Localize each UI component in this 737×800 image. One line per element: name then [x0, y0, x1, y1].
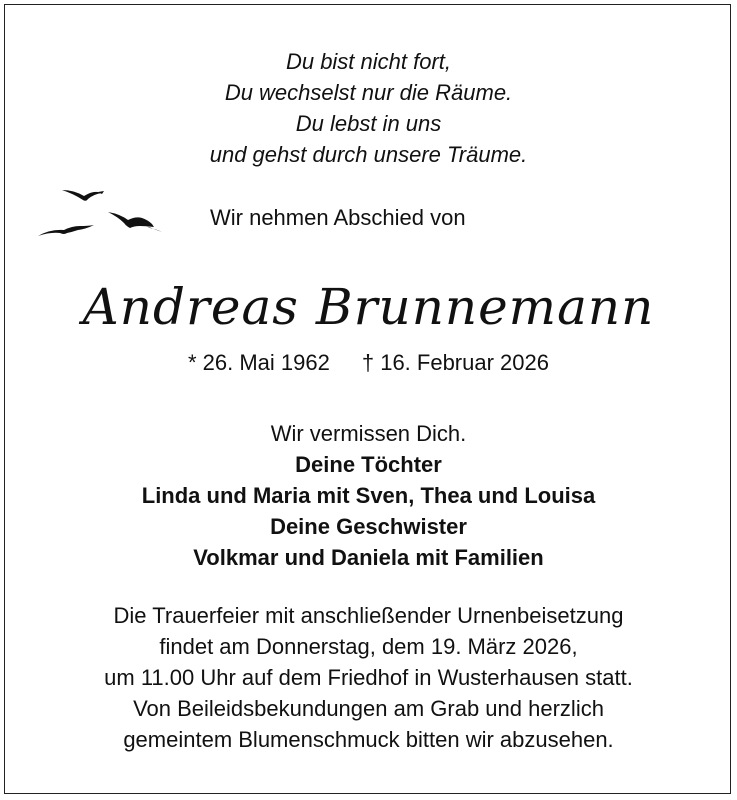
family-section [0, 418, 737, 573]
intro-text: Wir nehmen Abschied von [210, 205, 466, 230]
deceased-name: Andreas Brunnemann [82, 278, 655, 336]
poem [0, 46, 737, 170]
siblings-heading: Deine Geschwister [270, 514, 467, 539]
children-heading: Deine Töchter [295, 452, 442, 477]
birds-icon [36, 182, 176, 242]
poem-line: Du bist nicht fort, [285, 49, 452, 74]
poem-line: und gehst durch unsere Träume. [209, 142, 528, 167]
siblings-names: Volkmar und Daniela mit Familien [193, 545, 544, 570]
family-message: Wir vermissen Dich. [270, 421, 467, 446]
death-date: † 16. Februar 2026 [361, 350, 549, 375]
ceremony-line: Von Beileidsbekundungen am Grab und herzlich [133, 696, 604, 721]
ceremony-line: gemeintem Blumenschmuck bitten wir abzusehen. [123, 727, 614, 752]
birth-date: * 26. Mai 1962 [187, 350, 330, 375]
ceremony-info [0, 600, 737, 755]
ceremony-line: um 11.00 Uhr auf dem Friedhof in Wusterhausen statt. [104, 665, 633, 690]
ceremony-line: findet am Donnerstag, dem 19. März 2026, [159, 634, 578, 659]
life-dates [0, 349, 737, 377]
poem-line: Du wechselst nur die Räume. [224, 80, 513, 105]
children-names: Linda und Maria mit Sven, Thea und Louisa [141, 483, 596, 508]
poem-line: Du lebst in uns [295, 111, 442, 136]
ceremony-line: Die Trauerfeier mit anschließender Urnenbeisetzung [113, 603, 624, 628]
